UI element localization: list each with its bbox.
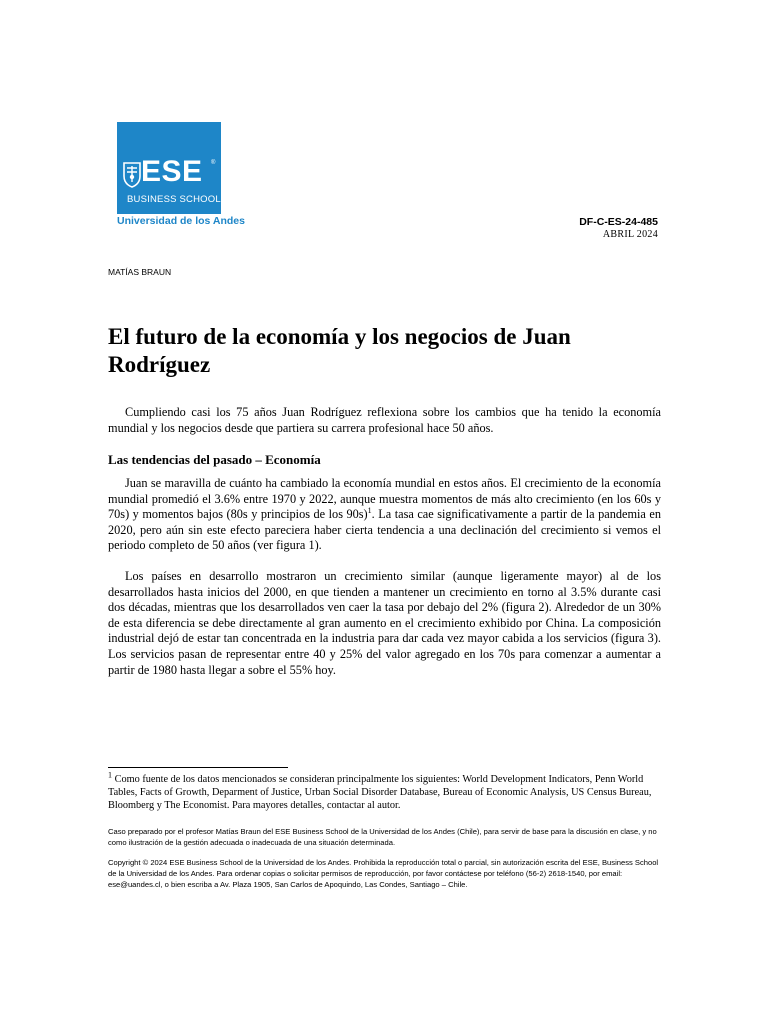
section-heading: Las tendencias del pasado – Economía <box>108 452 321 467</box>
logo-subtitle: BUSINESS SCHOOL <box>127 194 221 205</box>
footnote-text: Como fuente de los datos mencionados se consideran principalmente los siguientes: World Development Indicators, Penn World Tables, Facts of Growth, Deparment of Justice, Urban Social Disorder Database, Bureau of Economic Analysis, US Census Bureau, Bloomberg y The Economist. Para mayores detalles, contactar al autor. <box>108 774 652 811</box>
document-code: DF-C-ES-24-485 <box>579 216 658 228</box>
body-paragraph-1 <box>108 476 661 554</box>
intro-paragraph: Cumpliendo casi los 75 años Juan Rodríguez reflexiona sobre los cambios que ha tenido la economía mundial y los negocios desde que partiera su carrera profesional hace 50 años. <box>108 405 661 435</box>
para1-text-b: . La tasa cae significativamente a partir de la pandemia en 2020, pero aún sin este efecto pareciera haber cierta tendencia a una declinación del crecimiento si vemos el periodo completo de 50 años (ver figura 1). <box>108 507 661 553</box>
footnote-divider <box>108 767 288 768</box>
author-name: MATÍAS BRAUN <box>108 267 172 277</box>
footnote-ref: 1 <box>367 506 372 516</box>
registered-mark: ® <box>211 160 216 166</box>
logo-university: Universidad de los Andes <box>117 215 245 227</box>
ese-logo <box>117 122 221 214</box>
footnote-number: 1 <box>108 770 112 780</box>
document-date: ABRIL 2024 <box>602 229 658 240</box>
body-paragraph-2: Los países en desarrollo mostraron un crecimiento similar (aunque ligeramente mayor) al de los desarrollados hasta inicios del 2000, en que tienden a mantener un crecimiento en torno al 3.5% durante casi dos décadas, mientras que los desarrollados ven caer la tasa por debajo del 2% (figura 2). Alrededor de un 30% de esta diferencia se debe directamente al gran aumento en el crecimiento exhibido por China. La composición industrial dejó de estar tan concentrada en la industria para dar cada vez mayor cabida a los servicios (figura 3). Los servicios pasan de representar entre 40 y 25% del valor agregado en los 70s para comenzar a aumentar a partir de 1980 hasta llegar a sobre el 55% hoy. <box>108 569 661 677</box>
case-note: Caso preparado por el profesor Matías Braun del ESE Business School de la Universidad de los Andes (Chile), para servir de base para la discusión en clase, y no como ilustración de la gestión adecuada o inadecuada de una situación determinada. <box>108 827 657 847</box>
para1-text-a: Juan se maravilla de cuánto ha cambiado la economía mundial en estos años. El crecimiento de la economía mundial promedió el 3.6% entre 1970 y 2022, aunque muestra momentos de más alto crecimiento (en los 60s y 70s) y momentos bajos (80s y principios de los 90s) <box>108 476 661 522</box>
document-title: El futuro de la economía y los negocios de Juan Rodríguez <box>108 324 571 377</box>
copyright-notice: Copyright © 2024 ESE Business School de la Universidad de los Andes. Prohibida la reproducción total o parcial, sin autorización escrita del ESE, Business School de la Universidad de los Andes. Para ordenar copias o solicitar permisos de reproducción, por favor contáctese por teléfono (56-2) 2618-1540, por email: ese@uandes.cl, o bien escriba a Av. Plaza 1905, San Carlos de Apoquindo, Las Condes, Santiago – Chile. <box>108 858 659 889</box>
footnote <box>108 770 661 812</box>
crest-icon <box>122 160 142 188</box>
logo-wordmark: ESE <box>141 155 203 188</box>
